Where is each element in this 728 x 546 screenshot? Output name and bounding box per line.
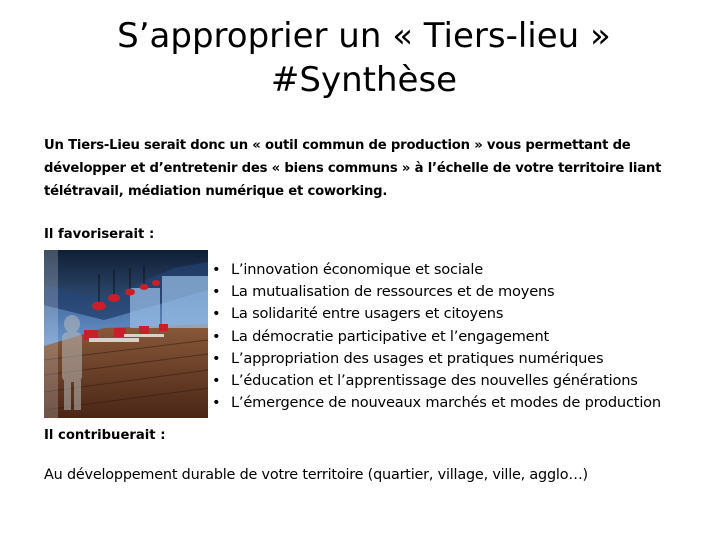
list-item — [212, 370, 692, 392]
benefits-list — [212, 259, 692, 414]
list-item — [212, 348, 692, 370]
lead-contribuerait: Il contribuerait : — [44, 428, 166, 443]
bullet-icon: • — [212, 327, 221, 345]
list-item — [212, 281, 692, 303]
slide-title-line-2: #Synthèse — [270, 60, 458, 100]
list-item — [212, 326, 692, 348]
list-item-text: L’émergence de nouveaux marchés et modes de production — [231, 394, 661, 412]
coworking-illustration — [44, 250, 208, 418]
list-item-text: La solidarité entre usagers et citoyens — [231, 305, 504, 323]
list-item-text: La démocratie participative et l’engagement — [231, 327, 550, 345]
bullet-icon: • — [212, 261, 221, 278]
bullet-icon: • — [212, 394, 221, 412]
list-item-text: L’appropriation des usages et pratiques numériques — [231, 349, 604, 367]
closing-paragraph: Au développement durable de votre territoire (quartier, village, ville, agglo…) — [44, 467, 588, 483]
list-item-text: La mutualisation de ressources et de moyens — [231, 283, 555, 301]
list-item — [212, 303, 692, 325]
bullet-icon: • — [212, 349, 221, 367]
list-item — [212, 259, 692, 281]
coworking-space-image — [44, 250, 208, 418]
lead-favoriserait: Il favoriserait : — [44, 227, 155, 242]
bullet-icon: • — [212, 305, 221, 323]
list-item-text: L’éducation et l’apprentissage des nouvelles générations — [231, 372, 638, 390]
slide-title-line-1: S’approprier un « Tiers-lieu » — [117, 16, 611, 56]
intro-paragraph: Un Tiers-Lieu serait donc un « outil commun de production » vous permettant de développer et d’entretenir des « biens communs » à l’échelle de votre territoire liant télétravail, médiation numérique et coworking. — [44, 138, 662, 199]
list-item — [212, 392, 692, 414]
bullet-icon: • — [212, 372, 221, 390]
bullet-icon: • — [212, 283, 221, 301]
slide-title — [40, 14, 688, 102]
list-item-text: L’innovation économique et sociale — [231, 261, 484, 278]
